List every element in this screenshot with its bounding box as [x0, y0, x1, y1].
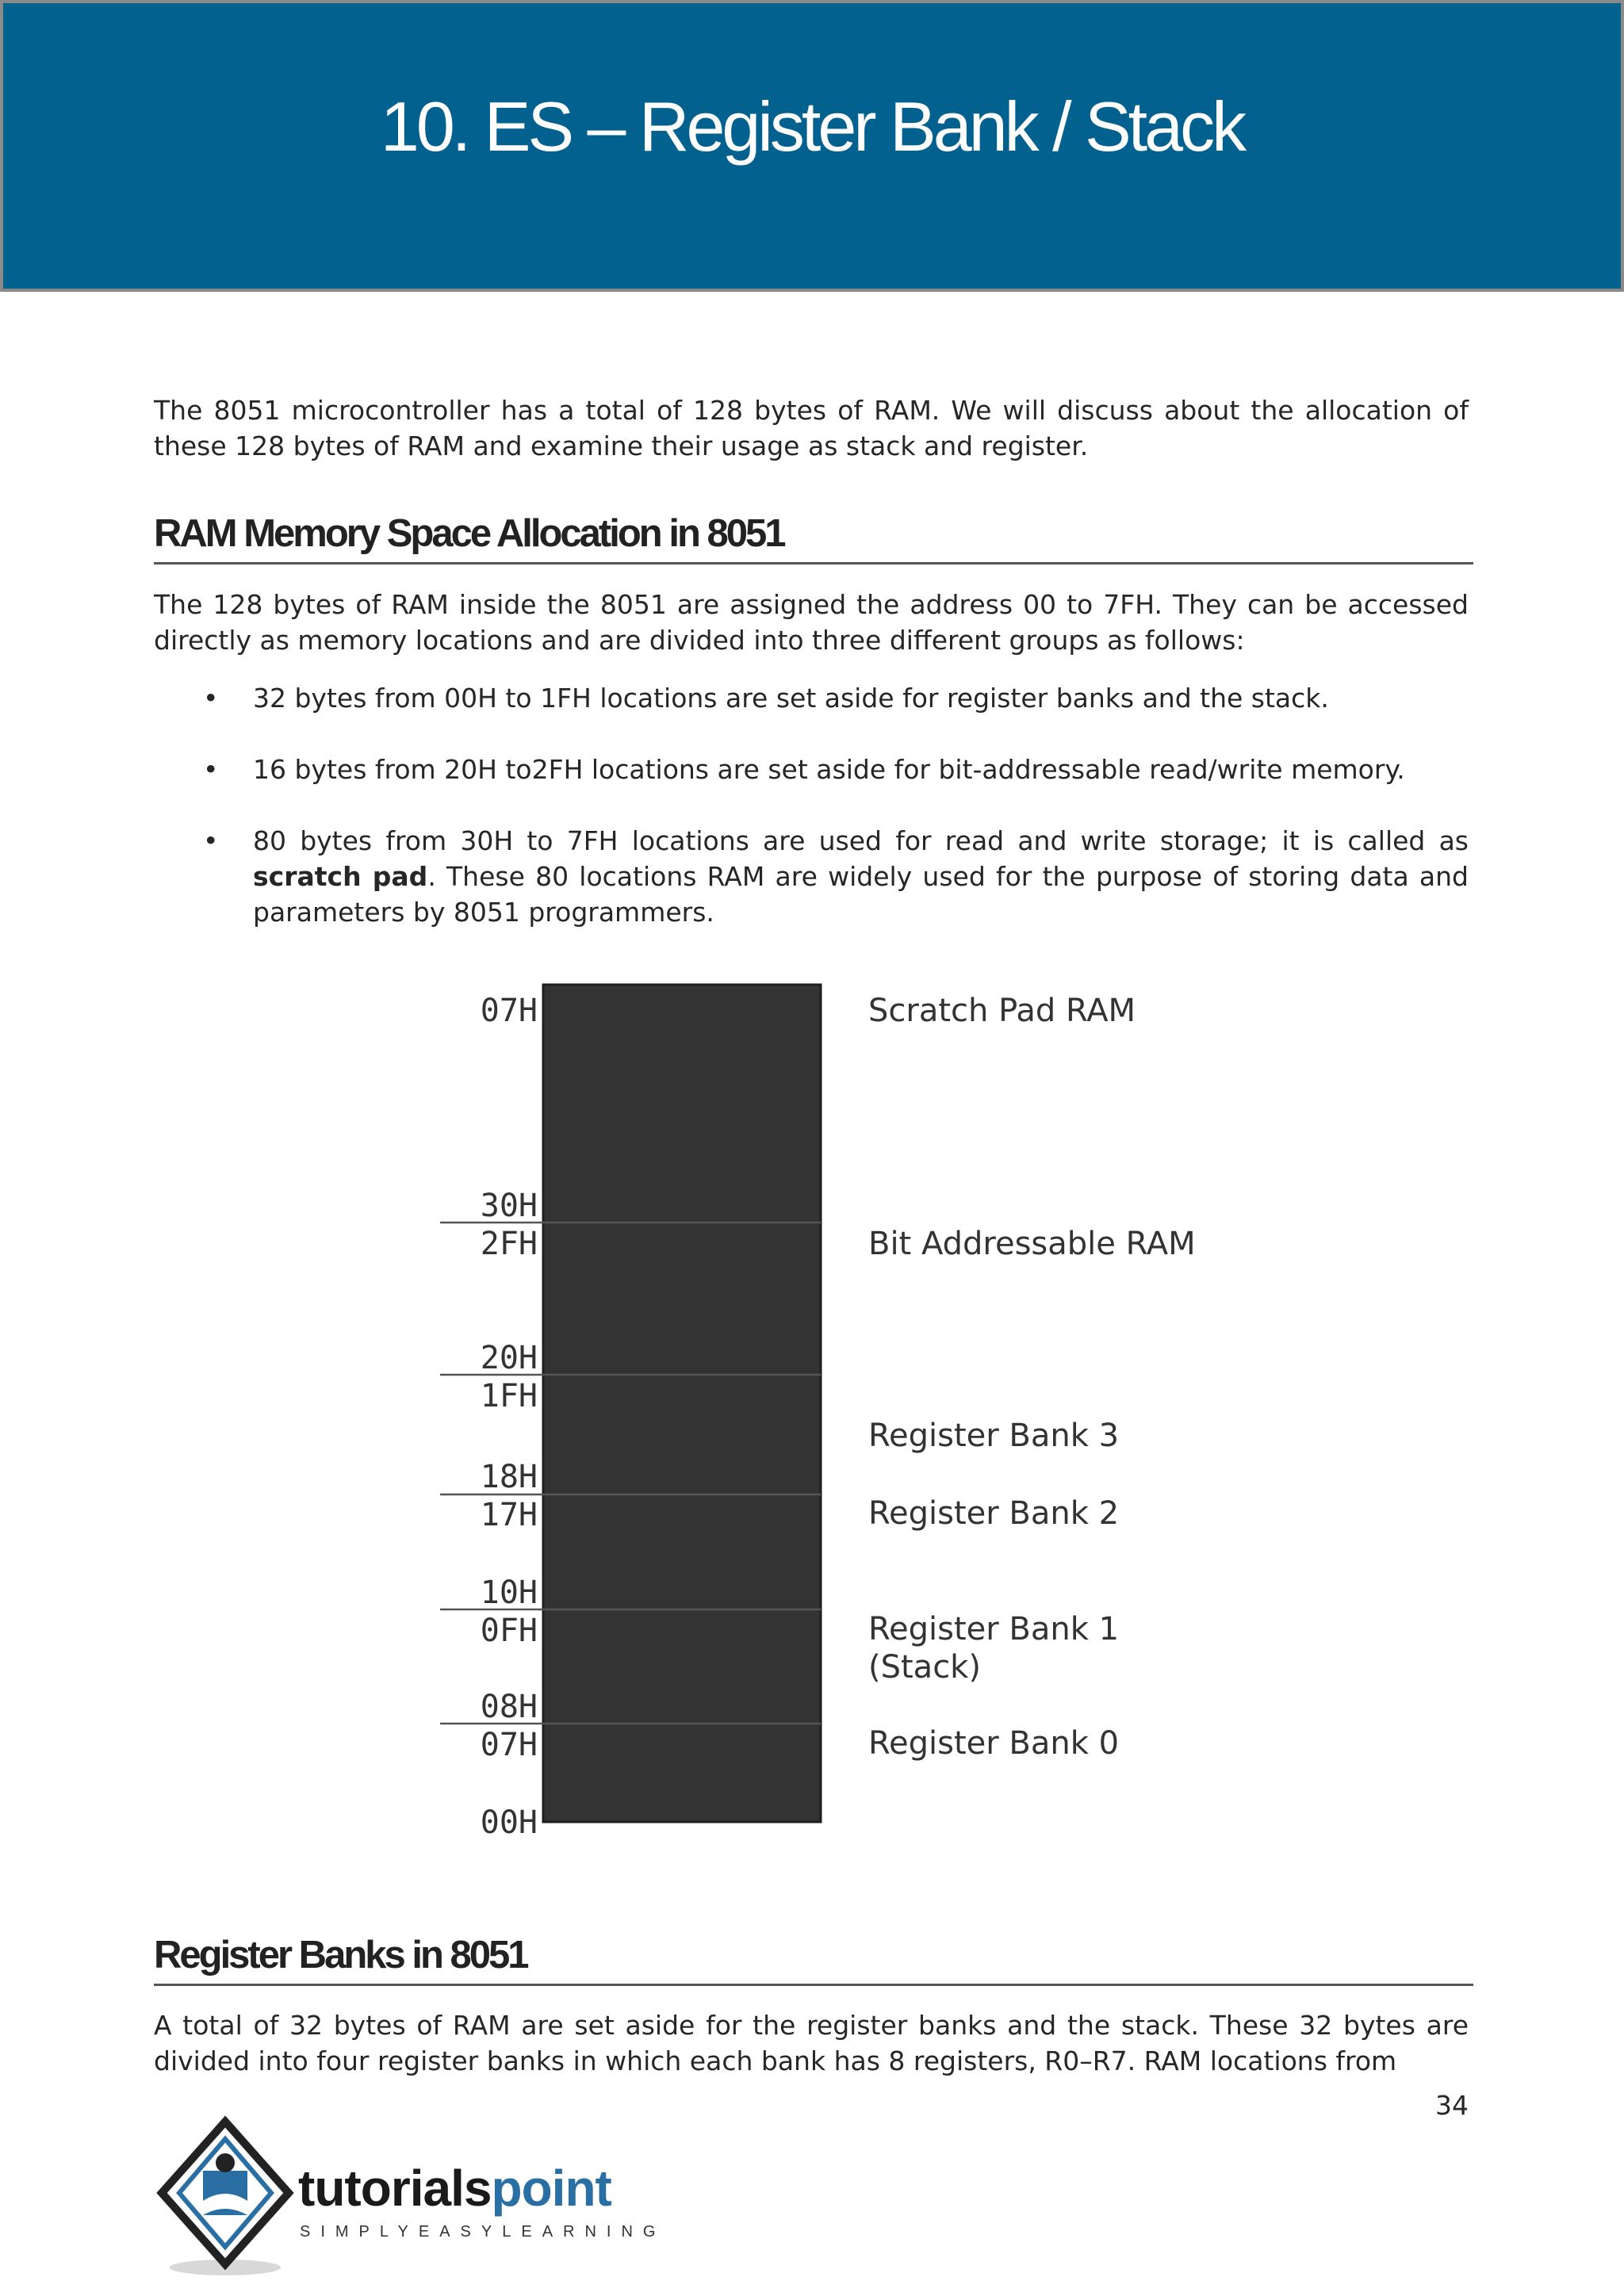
- chapter-banner: [0, 0, 1624, 292]
- list-item-text: 16 bytes from 20H to2FH locations are set aside for bit-addressable read/write memory.: [253, 754, 1405, 785]
- section-heading-register-banks: Register Banks in 8051: [154, 1933, 1473, 1986]
- address-label: 20H: [480, 1340, 538, 1376]
- logo-tagline: SIMPLYEASYLEARNING: [300, 2223, 666, 2241]
- bullet-icon: •: [203, 754, 219, 785]
- address-label: 30H: [480, 1188, 538, 1224]
- logo-text-main: tutorials: [298, 2160, 492, 2217]
- address-label: 0FH: [480, 1613, 538, 1649]
- tutorialspoint-logo: [155, 2115, 666, 2282]
- address-label: 00H: [480, 1804, 538, 1841]
- ram-groups-list: [154, 680, 1469, 966]
- ram-allocation-paragraph: The 128 bytes of RAM inside the 8051 are assigned the address 00 to 7FH. They can be accessed directly as memory locations and are divided into three different groups as follows:: [154, 589, 1469, 656]
- address-label: 10H: [480, 1575, 538, 1611]
- scratch-pad-term: scratch pad: [253, 861, 428, 892]
- memory-block: [543, 985, 821, 1822]
- page-number: 34: [1435, 2090, 1469, 2121]
- address-label: 17H: [480, 1497, 538, 1533]
- region-label-bit-addressable: Bit Addressable RAM: [868, 1226, 1196, 1262]
- region-label-bank-3: Register Bank 3: [868, 1418, 1120, 1454]
- region-label-bank-1: Register Bank 1: [868, 1611, 1120, 1647]
- list-item: [154, 752, 1469, 787]
- address-label: 1FH: [480, 1378, 538, 1414]
- region-label-bank-2: Register Bank 2: [868, 1495, 1120, 1532]
- register-banks-paragraph: A total of 32 bytes of RAM are set aside for the register banks and the stack. These 32 bytes are divided into four register banks in which each bank has 8 registers, R0–R7. RAM locations from: [154, 2010, 1469, 2076]
- logo-diamond-icon: [155, 2115, 298, 2282]
- bullet-icon: •: [203, 825, 219, 856]
- list-item-text-after: . These 80 locations RAM are widely used for the purpose of storing data and parameters by 8051 programmers.: [253, 861, 1469, 928]
- address-label: 2FH: [480, 1226, 538, 1262]
- list-item-text-before: 80 bytes from 30H to 7FH locations are used for read and write storage; it is called as: [253, 825, 1469, 856]
- logo-wordmark: [298, 2159, 611, 2218]
- list-item: [154, 680, 1469, 716]
- region-label-scratch-pad: Scratch Pad RAM: [868, 993, 1136, 1029]
- bullet-icon: •: [203, 683, 219, 714]
- ram-memory-map-diagram: [428, 951, 1237, 1855]
- list-item-text: 32 bytes from 00H to 1FH locations are set aside for register banks and the stack.: [253, 683, 1329, 714]
- address-label: 18H: [480, 1459, 538, 1495]
- chapter-title: 10. ES – Register Bank / Stack: [380, 87, 1244, 166]
- list-item: [154, 823, 1469, 930]
- intro-paragraph: The 8051 microcontroller has a total of 128 bytes of RAM. We will discuss about the allocation of these 128 bytes of RAM and examine their usage as stack and register.: [154, 395, 1469, 461]
- logo-text-accent: point: [491, 2160, 611, 2217]
- address-label: 08H: [480, 1689, 538, 1725]
- section-heading-ram-allocation: RAM Memory Space Allocation in 8051: [154, 511, 1473, 564]
- region-label-bank-0: Register Bank 0: [868, 1725, 1120, 1762]
- region-label-bank-1-stack: (Stack): [868, 1649, 981, 1686]
- address-label: 07H: [480, 1727, 538, 1763]
- address-label: 07H: [480, 993, 538, 1029]
